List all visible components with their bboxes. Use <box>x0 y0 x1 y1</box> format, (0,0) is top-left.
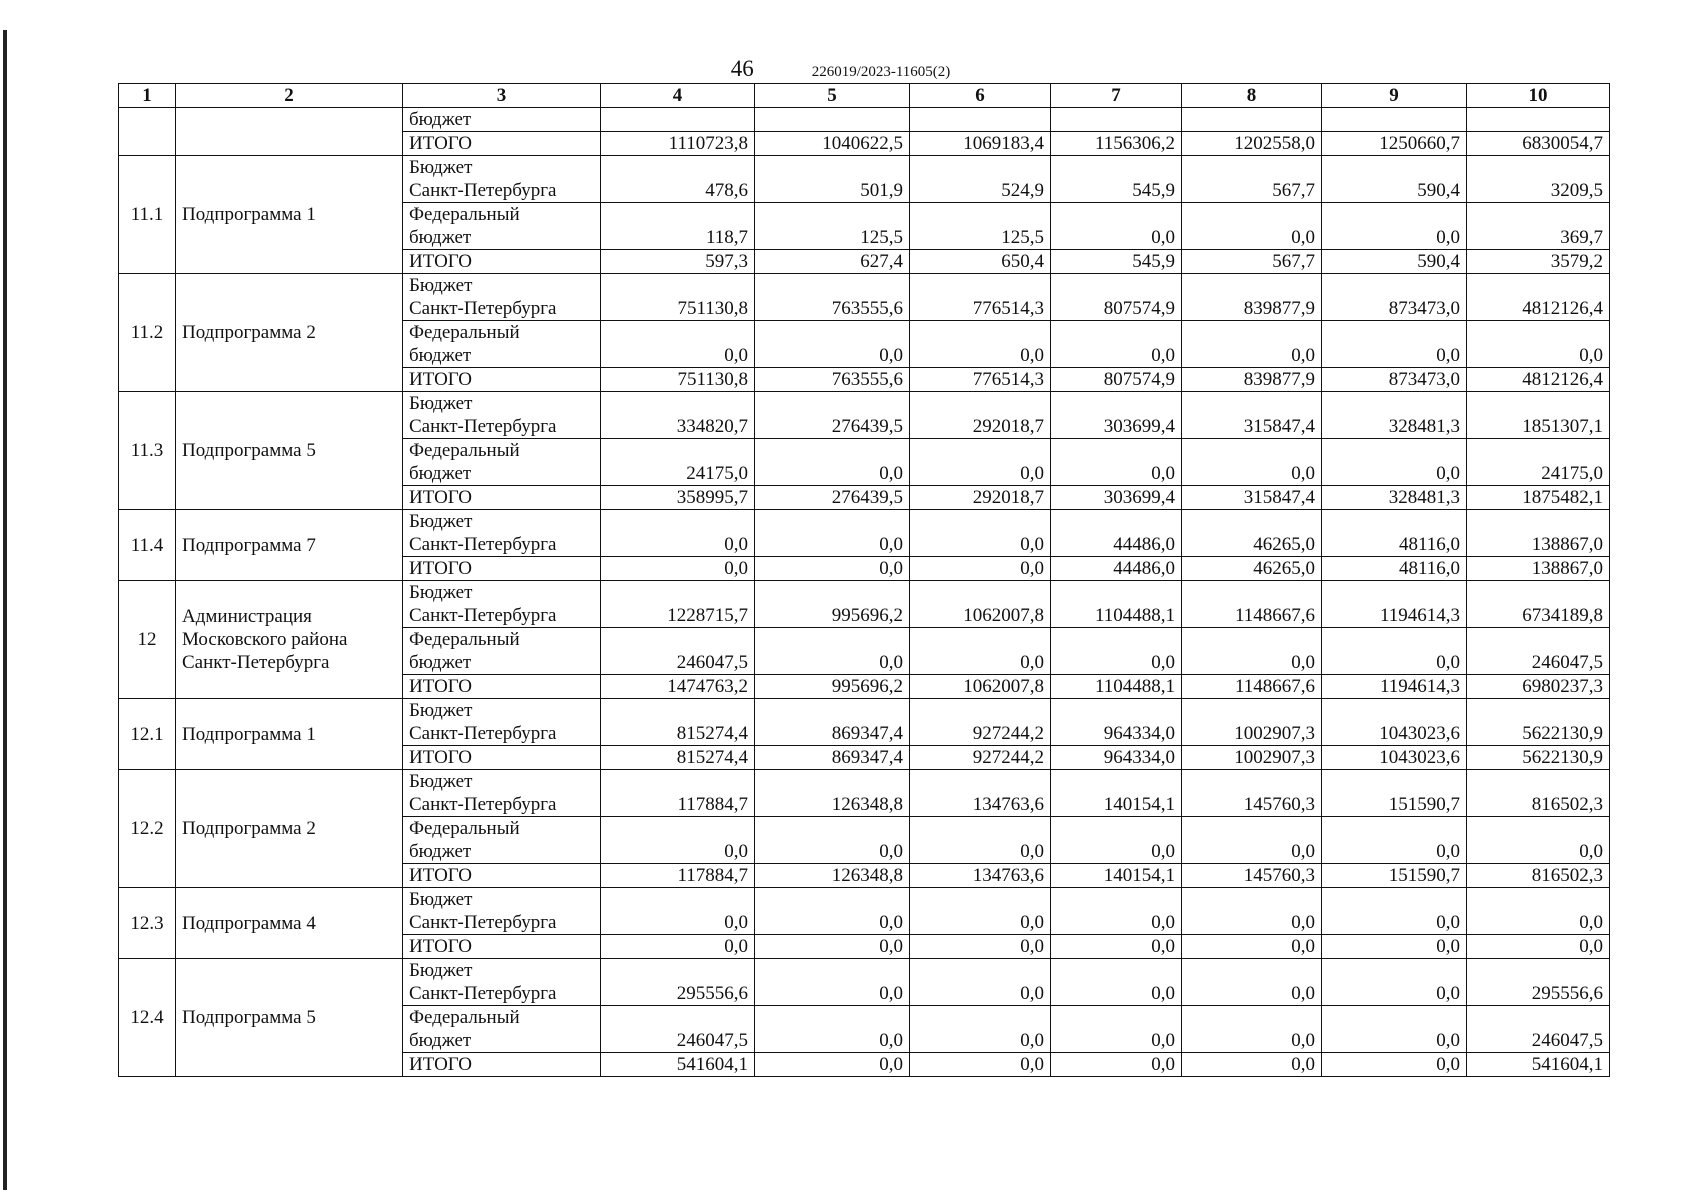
value-cell: 295556,6 <box>601 959 755 1006</box>
page-header <box>0 56 1695 82</box>
value-cell: 328481,3 <box>1322 392 1467 439</box>
carry-row-tail <box>119 108 1610 132</box>
value-cell: 964334,0 <box>1051 746 1182 770</box>
source-label-line: Санкт-Петербурга <box>409 298 557 319</box>
value-cell: 3209,5 <box>1467 156 1610 203</box>
value-cell: 1194614,3 <box>1322 581 1467 628</box>
value-cell: 134763,6 <box>910 864 1051 888</box>
value-cell: 4812126,4 <box>1467 368 1610 392</box>
value-cell: 6734189,8 <box>1467 581 1610 628</box>
value-cell: 3579,2 <box>1467 250 1610 274</box>
value-cell: 590,4 <box>1322 250 1467 274</box>
source-label-line: Федеральный <box>409 440 520 461</box>
value-cell: 1228715,7 <box>601 581 755 628</box>
value-cell: 0,0 <box>1322 935 1467 959</box>
value-cell: 1851307,1 <box>1467 392 1610 439</box>
value-cell: 0,0 <box>1182 321 1322 368</box>
value-cell: 0,0 <box>1051 888 1182 935</box>
column-header: 4 <box>601 84 755 108</box>
column-header: 2 <box>176 84 403 108</box>
source-label-line: Бюджет <box>409 771 473 792</box>
source-label-line: Санкт-Петербурга <box>409 912 557 933</box>
source-label-line: Санкт-Петербурга <box>409 983 557 1004</box>
total-label: ИТОГО <box>403 864 601 888</box>
row-name-line: Администрация <box>182 606 312 627</box>
value-cell: 0,0 <box>1182 628 1322 675</box>
value-cell-empty <box>1182 108 1322 132</box>
value-cell: 145760,3 <box>1182 864 1322 888</box>
value-cell: 0,0 <box>755 817 910 864</box>
source-label-line: Федеральный <box>409 322 520 343</box>
source-label-line: бюджет <box>409 1030 472 1051</box>
value-cell: 246047,5 <box>601 1006 755 1053</box>
value-cell: 0,0 <box>1182 888 1322 935</box>
value-cell: 0,0 <box>1322 959 1467 1006</box>
value-cell: 328481,3 <box>1322 486 1467 510</box>
row-name: Подпрограмма 1 <box>176 156 403 274</box>
source-label-line: Санкт-Петербурга <box>409 794 557 815</box>
value-cell: 0,0 <box>1322 1053 1467 1077</box>
value-cell: 1250660,7 <box>1322 132 1467 156</box>
source-label-line: Санкт-Петербурга <box>409 605 557 626</box>
source-label-line: Федеральный <box>409 204 520 225</box>
value-cell: 1474763,2 <box>601 675 755 699</box>
row-code: 11.2 <box>119 274 176 392</box>
value-cell: 276439,5 <box>755 392 910 439</box>
value-cell: 24175,0 <box>601 439 755 486</box>
value-cell: 0,0 <box>910 321 1051 368</box>
value-cell: 125,5 <box>910 203 1051 250</box>
value-cell: 0,0 <box>1051 439 1182 486</box>
source-label-line: Санкт-Петербурга <box>409 534 557 555</box>
value-cell: 6980237,3 <box>1467 675 1610 699</box>
value-cell: 295556,6 <box>1467 959 1610 1006</box>
value-cell: 1148667,6 <box>1182 581 1322 628</box>
source-federal-budget <box>403 628 601 675</box>
value-cell: 145760,3 <box>1182 770 1322 817</box>
value-cell: 1043023,6 <box>1322 699 1467 746</box>
row-name: Подпрограмма 7 <box>176 510 403 581</box>
source-label-line: бюджет <box>409 463 472 484</box>
value-cell: 0,0 <box>1182 959 1322 1006</box>
value-cell: 590,4 <box>1322 156 1467 203</box>
column-header: 6 <box>910 84 1051 108</box>
value-cell: 807574,9 <box>1051 274 1182 321</box>
value-cell: 126348,8 <box>755 770 910 817</box>
value-cell: 1148667,6 <box>1182 675 1322 699</box>
source-label-line: Федеральный <box>409 818 520 839</box>
value-cell: 140154,1 <box>1051 864 1182 888</box>
column-header: 1 <box>119 84 176 108</box>
name-cell-empty <box>176 108 403 156</box>
source-federal-budget <box>403 321 601 368</box>
table-row <box>119 888 1610 935</box>
total-label: ИТОГО <box>403 557 601 581</box>
value-cell: 995696,2 <box>755 581 910 628</box>
value-cell: 0,0 <box>1051 628 1182 675</box>
value-cell: 545,9 <box>1051 250 1182 274</box>
source-label-line: Санкт-Петербурга <box>409 416 557 437</box>
value-cell: 0,0 <box>1322 888 1467 935</box>
table-row <box>119 959 1610 1006</box>
value-cell: 134763,6 <box>910 770 1051 817</box>
value-cell: 0,0 <box>601 888 755 935</box>
row-code: 12.2 <box>119 770 176 888</box>
table-row <box>119 770 1610 817</box>
source-federal-budget <box>403 1006 601 1053</box>
value-cell: 46265,0 <box>1182 557 1322 581</box>
value-cell: 0,0 <box>910 510 1051 557</box>
value-cell: 567,7 <box>1182 250 1322 274</box>
value-cell: 1110723,8 <box>601 132 755 156</box>
row-name: Подпрограмма 2 <box>176 770 403 888</box>
source-label-line: бюджет <box>409 227 472 248</box>
value-cell: 0,0 <box>1467 888 1610 935</box>
value-cell: 292018,7 <box>910 392 1051 439</box>
value-cell: 0,0 <box>601 557 755 581</box>
value-cell: 1069183,4 <box>910 132 1051 156</box>
value-cell: 0,0 <box>1051 817 1182 864</box>
value-cell: 1062007,8 <box>910 675 1051 699</box>
source-spb-budget <box>403 770 601 817</box>
value-cell: 0,0 <box>1182 935 1322 959</box>
value-cell: 815274,4 <box>601 746 755 770</box>
value-cell: 358995,7 <box>601 486 755 510</box>
value-cell: 126348,8 <box>755 864 910 888</box>
value-cell: 478,6 <box>601 156 755 203</box>
value-cell: 873473,0 <box>1322 274 1467 321</box>
source-federal-budget <box>403 817 601 864</box>
value-cell: 0,0 <box>755 888 910 935</box>
row-code: 12.3 <box>119 888 176 959</box>
source-label-line: Бюджет <box>409 157 473 178</box>
document-id: 226019/2023-11605(2) <box>811 64 951 80</box>
value-cell: 0,0 <box>1467 321 1610 368</box>
value-cell: 816502,3 <box>1467 864 1610 888</box>
column-header-row <box>119 84 1610 108</box>
value-cell: 44486,0 <box>1051 557 1182 581</box>
source-label-line: Бюджет <box>409 275 473 296</box>
total-label: ИТОГО <box>403 250 601 274</box>
value-cell: 541604,1 <box>1467 1053 1610 1077</box>
column-header: 7 <box>1051 84 1182 108</box>
value-cell: 1062007,8 <box>910 581 1051 628</box>
row-code: 11.3 <box>119 392 176 510</box>
value-cell: 0,0 <box>755 959 910 1006</box>
value-cell: 524,9 <box>910 156 1051 203</box>
value-cell: 6830054,7 <box>1467 132 1610 156</box>
source-spb-budget <box>403 888 601 935</box>
value-cell: 151590,7 <box>1322 864 1467 888</box>
value-cell: 1002907,3 <box>1182 699 1322 746</box>
table-row <box>119 156 1610 203</box>
value-cell: 0,0 <box>755 628 910 675</box>
value-cell: 541604,1 <box>601 1053 755 1077</box>
value-cell: 1043023,6 <box>1322 746 1467 770</box>
value-cell: 873473,0 <box>1322 368 1467 392</box>
value-cell: 597,3 <box>601 250 755 274</box>
value-cell: 0,0 <box>1322 203 1467 250</box>
page-number: 46 <box>730 56 754 81</box>
value-cell-empty <box>1051 108 1182 132</box>
value-cell: 927244,2 <box>910 746 1051 770</box>
value-cell: 0,0 <box>1182 1053 1322 1077</box>
value-cell: 0,0 <box>1051 321 1182 368</box>
value-cell: 138867,0 <box>1467 510 1610 557</box>
value-cell: 138867,0 <box>1467 557 1610 581</box>
value-cell: 1194614,3 <box>1322 675 1467 699</box>
value-cell: 0,0 <box>910 628 1051 675</box>
total-label: ИТОГО <box>403 1053 601 1077</box>
code-cell-empty <box>119 108 176 156</box>
value-cell-empty <box>601 108 755 132</box>
value-cell: 869347,4 <box>755 746 910 770</box>
column-header: 5 <box>755 84 910 108</box>
value-cell: 0,0 <box>910 557 1051 581</box>
value-cell: 0,0 <box>601 935 755 959</box>
source-label: бюджет <box>403 108 601 132</box>
value-cell: 0,0 <box>1322 439 1467 486</box>
value-cell: 816502,3 <box>1467 770 1610 817</box>
value-cell: 627,4 <box>755 250 910 274</box>
row-name: Подпрограмма 5 <box>176 959 403 1077</box>
source-label-line: Бюджет <box>409 511 473 532</box>
column-header: 9 <box>1322 84 1467 108</box>
table-row <box>119 699 1610 746</box>
row-name: Подпрограмма 4 <box>176 888 403 959</box>
value-cell: 0,0 <box>601 510 755 557</box>
value-cell: 751130,8 <box>601 274 755 321</box>
value-cell: 5622130,9 <box>1467 746 1610 770</box>
source-label-line: Бюджет <box>409 582 473 603</box>
value-cell: 0,0 <box>1322 1006 1467 1053</box>
table-row <box>119 274 1610 321</box>
source-spb-budget <box>403 274 601 321</box>
value-cell: 763555,6 <box>755 274 910 321</box>
value-cell: 118,7 <box>601 203 755 250</box>
column-header: 10 <box>1467 84 1610 108</box>
value-cell: 48116,0 <box>1322 557 1467 581</box>
value-cell: 0,0 <box>755 439 910 486</box>
value-cell: 0,0 <box>1182 203 1322 250</box>
value-cell: 24175,0 <box>1467 439 1610 486</box>
value-cell: 1104488,1 <box>1051 675 1182 699</box>
column-header: 3 <box>403 84 601 108</box>
value-cell: 0,0 <box>1467 935 1610 959</box>
value-cell: 0,0 <box>910 959 1051 1006</box>
row-name: Подпрограмма 2 <box>176 274 403 392</box>
value-cell: 0,0 <box>910 1053 1051 1077</box>
total-label: ИТОГО <box>403 675 601 699</box>
value-cell: 0,0 <box>1051 1006 1182 1053</box>
value-cell: 4812126,4 <box>1467 274 1610 321</box>
source-label-line: Федеральный <box>409 629 520 650</box>
value-cell: 0,0 <box>1322 321 1467 368</box>
value-cell: 964334,0 <box>1051 699 1182 746</box>
value-cell: 48116,0 <box>1322 510 1467 557</box>
value-cell: 1040622,5 <box>755 132 910 156</box>
value-cell: 0,0 <box>601 321 755 368</box>
value-cell: 303699,4 <box>1051 486 1182 510</box>
value-cell: 815274,4 <box>601 699 755 746</box>
value-cell: 303699,4 <box>1051 392 1182 439</box>
value-cell: 0,0 <box>910 888 1051 935</box>
value-cell: 315847,4 <box>1182 486 1322 510</box>
table-row <box>119 392 1610 439</box>
value-cell: 1156306,2 <box>1051 132 1182 156</box>
value-cell: 0,0 <box>755 1006 910 1053</box>
value-cell: 776514,3 <box>910 274 1051 321</box>
value-cell: 0,0 <box>1051 959 1182 1006</box>
source-label-line: Бюджет <box>409 700 473 721</box>
value-cell: 776514,3 <box>910 368 1051 392</box>
value-cell: 0,0 <box>1322 817 1467 864</box>
row-code: 12 <box>119 581 176 699</box>
value-cell: 246047,5 <box>1467 628 1610 675</box>
source-label-line: бюджет <box>409 652 472 673</box>
value-cell: 0,0 <box>755 557 910 581</box>
source-label-line: Бюджет <box>409 889 473 910</box>
source-label-line: бюджет <box>409 345 472 366</box>
row-code: 11.1 <box>119 156 176 274</box>
value-cell: 0,0 <box>1182 817 1322 864</box>
value-cell: 117884,7 <box>601 864 755 888</box>
total-label: ИТОГО <box>403 746 601 770</box>
value-cell: 334820,7 <box>601 392 755 439</box>
row-code: 11.4 <box>119 510 176 581</box>
row-name <box>176 581 403 699</box>
value-cell: 151590,7 <box>1322 770 1467 817</box>
value-cell: 0,0 <box>755 935 910 959</box>
value-cell: 0,0 <box>910 1006 1051 1053</box>
source-label-line: Санкт-Петербурга <box>409 723 557 744</box>
value-cell: 0,0 <box>1322 628 1467 675</box>
source-label-line: Санкт-Петербурга <box>409 180 557 201</box>
value-cell: 0,0 <box>1051 1053 1182 1077</box>
row-name: Подпрограмма 1 <box>176 699 403 770</box>
value-cell: 1875482,1 <box>1467 486 1610 510</box>
value-cell-empty <box>910 108 1051 132</box>
total-label: ИТОГО <box>403 368 601 392</box>
value-cell: 0,0 <box>910 935 1051 959</box>
total-label: ИТОГО <box>403 486 601 510</box>
source-spb-budget <box>403 156 601 203</box>
value-cell-empty <box>1467 108 1610 132</box>
row-name: Подпрограмма 5 <box>176 392 403 510</box>
value-cell: 46265,0 <box>1182 510 1322 557</box>
value-cell: 0,0 <box>755 510 910 557</box>
value-cell: 0,0 <box>1467 817 1610 864</box>
row-name-line: Московского района <box>182 629 348 650</box>
value-cell: 44486,0 <box>1051 510 1182 557</box>
source-spb-budget <box>403 699 601 746</box>
value-cell: 369,7 <box>1467 203 1610 250</box>
value-cell: 0,0 <box>1182 1006 1322 1053</box>
value-cell: 0,0 <box>755 1053 910 1077</box>
source-spb-budget <box>403 959 601 1006</box>
value-cell: 1202558,0 <box>1182 132 1322 156</box>
table-row <box>119 510 1610 557</box>
table-body <box>119 84 1610 1077</box>
value-cell: 927244,2 <box>910 699 1051 746</box>
value-cell: 567,7 <box>1182 156 1322 203</box>
value-cell: 839877,9 <box>1182 368 1322 392</box>
column-header: 8 <box>1182 84 1322 108</box>
value-cell: 1002907,3 <box>1182 746 1322 770</box>
value-cell: 839877,9 <box>1182 274 1322 321</box>
value-cell: 0,0 <box>910 439 1051 486</box>
source-spb-budget <box>403 392 601 439</box>
value-cell: 0,0 <box>1051 935 1182 959</box>
funding-table <box>118 83 1610 1077</box>
value-cell: 140154,1 <box>1051 770 1182 817</box>
total-label: ИТОГО <box>403 935 601 959</box>
value-cell: 650,4 <box>910 250 1051 274</box>
value-cell: 0,0 <box>910 817 1051 864</box>
value-cell: 5622130,9 <box>1467 699 1610 746</box>
value-cell: 763555,6 <box>755 368 910 392</box>
value-cell-empty <box>755 108 910 132</box>
row-code: 12.1 <box>119 699 176 770</box>
value-cell: 1104488,1 <box>1051 581 1182 628</box>
value-cell: 246047,5 <box>601 628 755 675</box>
source-spb-budget <box>403 510 601 557</box>
value-cell: 545,9 <box>1051 156 1182 203</box>
value-cell: 0,0 <box>755 321 910 368</box>
total-label: ИТОГО <box>403 132 601 156</box>
source-label-line: Федеральный <box>409 1007 520 1028</box>
table-row <box>119 581 1610 628</box>
scan-edge-mark <box>3 30 7 1190</box>
value-cell: 117884,7 <box>601 770 755 817</box>
source-spb-budget <box>403 581 601 628</box>
source-label-line: Бюджет <box>409 960 473 981</box>
value-cell: 995696,2 <box>755 675 910 699</box>
value-cell: 292018,7 <box>910 486 1051 510</box>
value-cell-empty <box>1322 108 1467 132</box>
value-cell: 807574,9 <box>1051 368 1182 392</box>
row-code: 12.4 <box>119 959 176 1077</box>
value-cell: 315847,4 <box>1182 392 1322 439</box>
source-federal-budget <box>403 203 601 250</box>
value-cell: 0,0 <box>1051 203 1182 250</box>
value-cell: 869347,4 <box>755 699 910 746</box>
source-label-line: Бюджет <box>409 393 473 414</box>
value-cell: 751130,8 <box>601 368 755 392</box>
value-cell: 246047,5 <box>1467 1006 1610 1053</box>
value-cell: 501,9 <box>755 156 910 203</box>
value-cell: 0,0 <box>601 817 755 864</box>
value-cell: 125,5 <box>755 203 910 250</box>
value-cell: 0,0 <box>1182 439 1322 486</box>
value-cell: 276439,5 <box>755 486 910 510</box>
row-name-line: Санкт-Петербурга <box>182 652 330 673</box>
source-label-line: бюджет <box>409 841 472 862</box>
source-federal-budget <box>403 439 601 486</box>
